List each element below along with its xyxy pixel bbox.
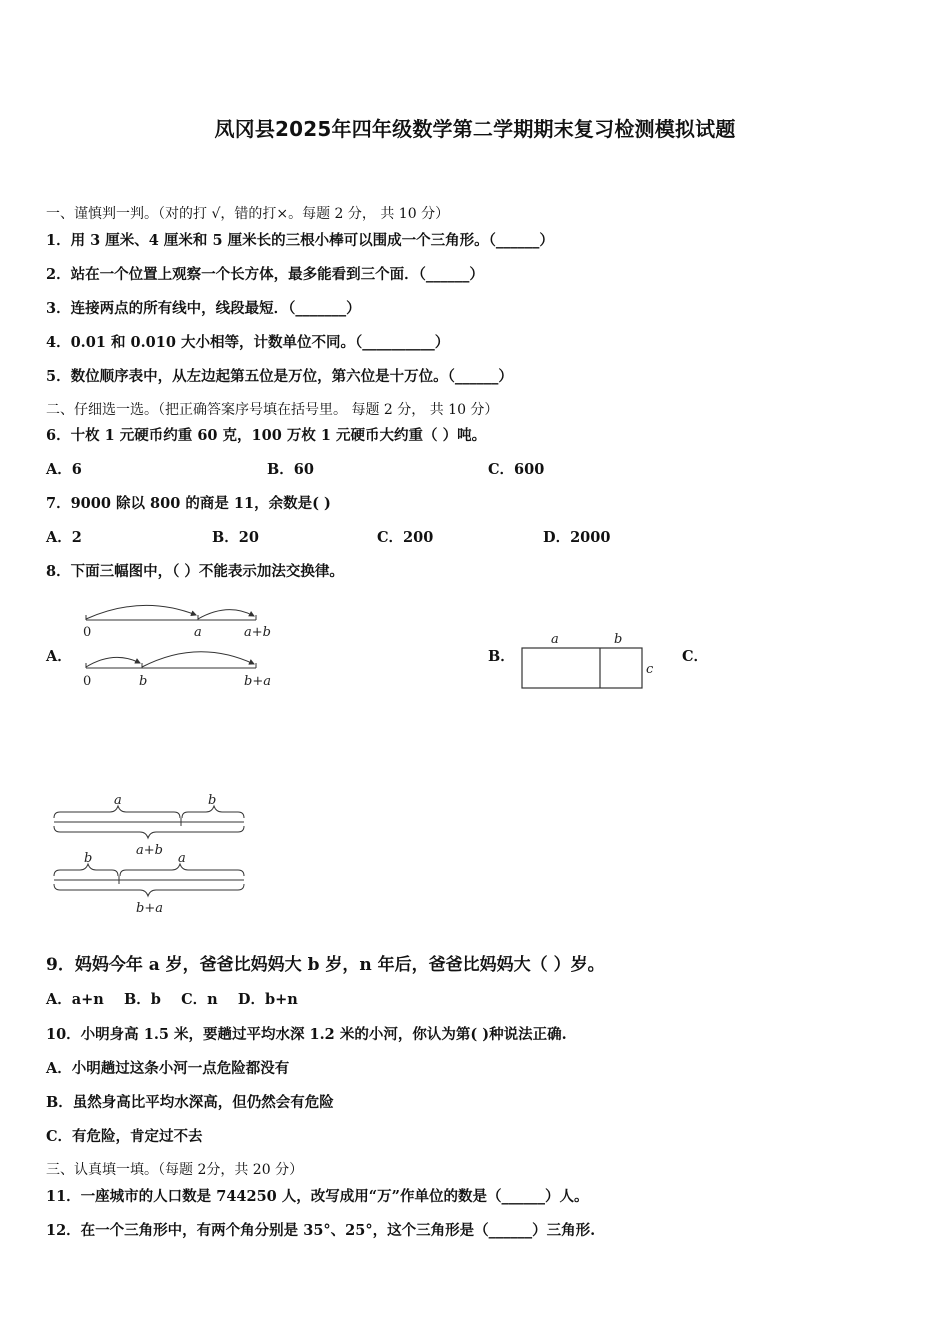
section-3-heading: 三、认真填一填。（每题 2分，共 20 分） — [46, 1162, 304, 1178]
question-12: 12．在一个三角形中，有两个角分别是 35°、25°，这个三角形是（______）三角形. — [46, 1222, 596, 1239]
label-a-brace-bottom: a — [178, 851, 186, 866]
jump-arc-b-first — [86, 657, 140, 667]
rectangle-outline — [522, 648, 642, 688]
label-a-top: a — [194, 625, 202, 640]
label-a-rect: a — [551, 632, 559, 647]
question-2: 2．站在一个位置上观察一个长方体，最多能看到三个面．（______） — [46, 266, 484, 283]
section-2-heading: 二、仔细选一选。（把正确答案序号填在括号里。 每题 2 分， 共 10 分） — [46, 402, 499, 418]
q7-option-c: C．200 — [377, 529, 434, 546]
label-zero-bottom: 0 — [83, 674, 92, 689]
jump-arc-a — [86, 605, 196, 619]
label-a-plus-b-brace: a+b — [136, 843, 163, 858]
label-a-brace-top: a — [114, 793, 122, 808]
question-3: 3．连接两点的所有线中，线段最短．（_______） — [46, 300, 361, 317]
label-b-brace-top: b — [208, 793, 217, 808]
q7-option-a: A．2 — [46, 529, 82, 546]
label-c-rect: c — [646, 662, 654, 677]
question-7: 7．9000 除以 800 的商是 11，余数是( ) — [46, 495, 331, 512]
q6-option-c: C．600 — [488, 461, 545, 478]
jump-arc-a-second — [142, 652, 254, 667]
brace-sum-top — [54, 826, 244, 838]
brace-sum-bottom — [54, 884, 244, 896]
label-b-plus-a: b+a — [244, 674, 271, 689]
section-1-heading: 一、谨慎判一判。（对的打 √，错的打×。每题 2 分， 共 10 分） — [46, 206, 450, 222]
figure-a-number-lines — [78, 598, 288, 693]
figure-c-brace-diagram — [48, 788, 258, 920]
q10-option-c: C．有危险，肯定过不去 — [46, 1128, 203, 1145]
jump-arc-b — [198, 610, 254, 619]
q10-option-b: B．虽然身高比平均水深高，但仍然会有危险 — [46, 1094, 334, 1111]
question-8: 8．下面三幅图中，（ ）不能表示加法交换律。 — [46, 563, 344, 580]
question-9: 9．妈妈今年 a 岁，爸爸比妈妈大 b 岁，n 年后，爸爸比妈妈大（ ）岁。 — [46, 955, 605, 975]
label-b-bottom: b — [139, 674, 148, 689]
brace-a-top — [54, 806, 180, 818]
label-b-rect: b — [614, 632, 623, 647]
question-4: 4．0.01 和 0.010 大小相等，计数单位不同。（__________） — [46, 334, 450, 351]
q7-option-d: D．2000 — [543, 529, 611, 546]
label-zero-top: 0 — [83, 625, 92, 640]
figure-b-rectangle — [515, 628, 665, 694]
label-a-plus-b: a+b — [244, 625, 271, 640]
question-1: 1．用 3 厘米、4 厘米和 5 厘米长的三根小棒可以围成一个三角形。（______） — [46, 232, 554, 249]
question-11: 11．一座城市的人口数是 744250 人，改写成用“万”作单位的数是（______）人。 — [46, 1188, 589, 1205]
question-10: 10．小明身高 1.5 米，要趟过平均水深 1.2 米的小河，你认为第( )种说法正确. — [46, 1026, 567, 1043]
q8-option-b-label: B． — [488, 648, 515, 665]
q8-option-c-label: C． — [682, 648, 709, 665]
q6-option-a: A．6 — [46, 461, 82, 478]
page-title: 凤冈县2025年四年级数学第二学期期末复习检测模拟试题 — [214, 117, 736, 141]
q8-option-a-label: A． — [46, 648, 72, 665]
q9-options: A．a+n B．b C．n D．b+n — [46, 991, 298, 1008]
q10-option-a: A．小明趟过这条小河一点危险都没有 — [46, 1060, 290, 1077]
brace-b-top — [182, 806, 244, 818]
q7-option-b: B．20 — [212, 529, 259, 546]
label-b-brace-bottom: b — [84, 851, 93, 866]
question-5: 5．数位顺序表中，从左边起第五位是万位，第六位是十万位。（______） — [46, 368, 513, 385]
question-6: 6．十枚 1 元硬币约重 60 克，100 万枚 1 元硬币大约重（ ）吨。 — [46, 427, 487, 444]
q6-option-b: B．60 — [267, 461, 314, 478]
label-b-plus-a-brace: b+a — [136, 901, 163, 916]
